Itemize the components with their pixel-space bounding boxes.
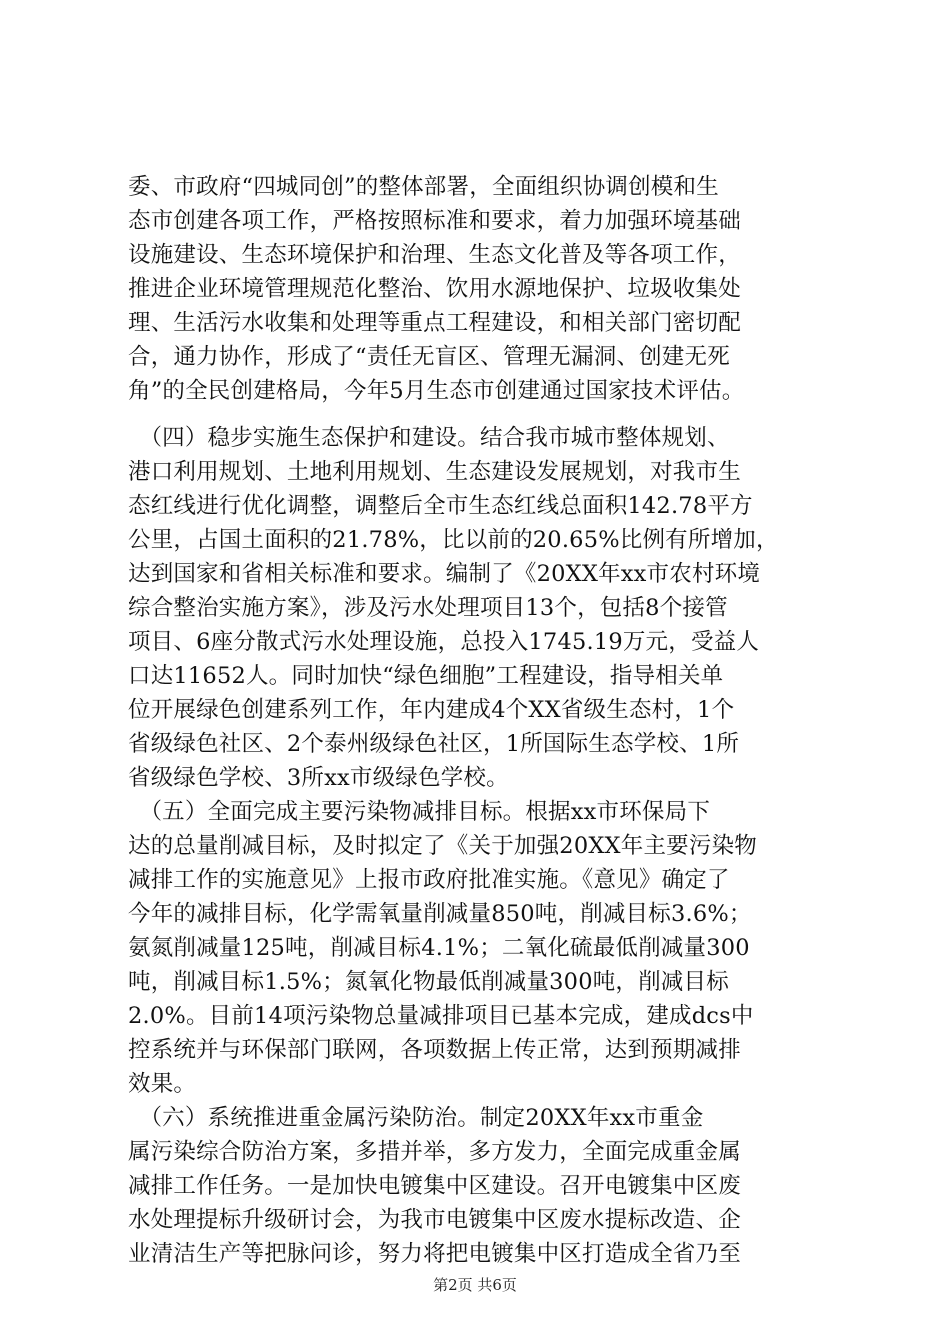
text-line: 设施建设、生态环境保护和治理、生态文化普及等各项工作，	[128, 242, 741, 268]
text-line: 态市创建各项工作，严格按照标准和要求，着力加强环境基础	[128, 208, 741, 234]
text-line: 项目、6座分散式污水处理设施，总投入1745.19万元，受益人	[128, 629, 760, 655]
text-line: 公里，占国土面积的21.78%，比以前的20.65%比例有所增加，	[128, 527, 779, 553]
text-line: 达到国家和省相关标准和要求。编制了《20XX年xx市农村环境	[128, 561, 761, 587]
text-line: 省级绿色学校、3所xx市级绿色学校。	[128, 765, 509, 791]
text-line: 位开展绿色创建系列工作，年内建成4个XX省级生态村，1个	[128, 697, 735, 723]
text-line: 2.0%。目前14项污染物总量减排项目已基本完成，建成dcs中	[128, 1003, 754, 1029]
text-line: 港口利用规划、土地利用规划、生态建设发展规划，对我市生	[128, 459, 741, 485]
text-line: 理、生活污水收集和处理等重点工程建设，和相关部门密切配	[128, 310, 741, 336]
text-line: 口达11652人。同时加快“绿色细胞”工程建设，指导相关单	[128, 663, 724, 689]
page-number-footer: 第2页 共6页	[433, 1276, 517, 1294]
text-line: 合，通力协作，形成了“责任无盲区、管理无漏洞、创建无死	[128, 344, 730, 370]
text-line: 氨氮削减量125吨，削减目标4.1%；二氧化硫最低削减量300	[128, 935, 750, 961]
text-line: 达的总量削减目标，及时拟定了《关于加强20XX年主要污染物	[128, 833, 757, 859]
text-line: 控系统并与环保部门联网，各项数据上传正常，达到预期减排	[128, 1037, 741, 1063]
text-line: 态红线进行优化调整，调整后全市生态红线总面积142.78平方	[128, 493, 753, 519]
text-line: 省级绿色社区、2个泰州级绿色社区，1所国际生态学校、1所	[128, 731, 740, 757]
text-line: 业清洁生产等把脉问诊，努力将把电镀集中区打造成全省乃至	[128, 1241, 741, 1267]
text-line: 效果。	[128, 1071, 197, 1097]
text-line: 推进企业环境管理规范化整治、饮用水源地保护、垃圾收集处	[128, 276, 741, 302]
text-line: 角”的全民创建格局，今年5月生态市创建通过国家技术评估。	[128, 378, 745, 404]
text-line: 委、市政府“四城同创”的整体部署，全面组织协调创模和生	[128, 174, 719, 200]
text-line: 今年的减排目标，化学需氧量削减量850吨，削减目标3.6%；	[128, 901, 752, 927]
paragraph-block-sections	[128, 421, 843, 1271]
text-line: （六）系统推进重金属污染防治。制定20XX年xx市重金	[128, 1105, 704, 1131]
text-line: （四）稳步实施生态保护和建设。结合我市城市整体规划、	[128, 425, 730, 451]
text-line: 水处理提标升级研讨会，为我市电镀集中区废水提标改造、企	[128, 1207, 741, 1233]
text-line: 综合整治实施方案》，涉及污水处理项目13个，包括8个接管	[128, 595, 728, 621]
text-line: 减排工作任务。一是加快电镀集中区建设。召开电镀集中区废	[128, 1173, 741, 1199]
text-line: 属污染综合防治方案，多措并举，多方发力，全面完成重金属	[128, 1139, 741, 1165]
text-line: （五）全面完成主要污染物减排目标。根据xx市环保局下	[128, 799, 711, 825]
text-line: 减排工作的实施意见》上报市政府批准实施。《意见》确定了	[128, 867, 730, 893]
paragraph-block-continued	[128, 170, 843, 408]
text-line: 吨，削减目标1.5%；氮氧化物最低削减量300吨，削减目标	[128, 969, 729, 995]
